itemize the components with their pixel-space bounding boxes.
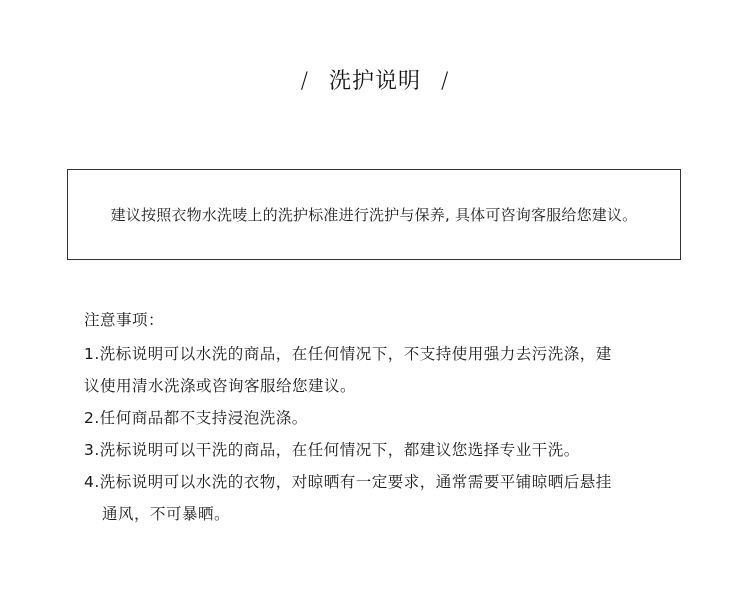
title-right-slash: / xyxy=(441,69,450,94)
notes-section xyxy=(84,306,684,530)
note-item-3-line1: 3.洗标说明可以干洗的商品，在任何情况下，都建议您选择专业干洗。 xyxy=(84,441,580,459)
note-item-4-line1: 4.洗标说明可以水洗的衣物，对晾晒有一定要求，通常需要平铺晾晒后悬挂 xyxy=(84,473,612,491)
note-item-3 xyxy=(84,434,684,466)
notes-heading: 注意事项： xyxy=(84,311,165,329)
page-title xyxy=(0,64,750,100)
title-text: 洗护说明 xyxy=(328,69,421,94)
note-item-4 xyxy=(84,466,684,530)
title-left-slash: / xyxy=(300,69,309,94)
note-item-1 xyxy=(84,338,684,402)
note-item-2 xyxy=(84,402,684,434)
note-item-1-line1: 1.洗标说明可以水洗的商品，在任何情况下，不支持使用强力去污洗涤，建 xyxy=(84,345,612,363)
notice-box xyxy=(67,169,681,260)
note-item-1-line2: 议使用清水洗涤或咨询客服给您建议。 xyxy=(84,377,357,395)
note-item-2-line1: 2.任何商品都不支持浸泡洗涤。 xyxy=(84,409,308,427)
notice-text: 建议按照衣物水洗唛上的洗护标准进行洗护与保养, 具体可咨询客服给您建议。 xyxy=(110,205,638,224)
note-item-4-line2: 通风，不可暴晒。 xyxy=(102,505,231,523)
